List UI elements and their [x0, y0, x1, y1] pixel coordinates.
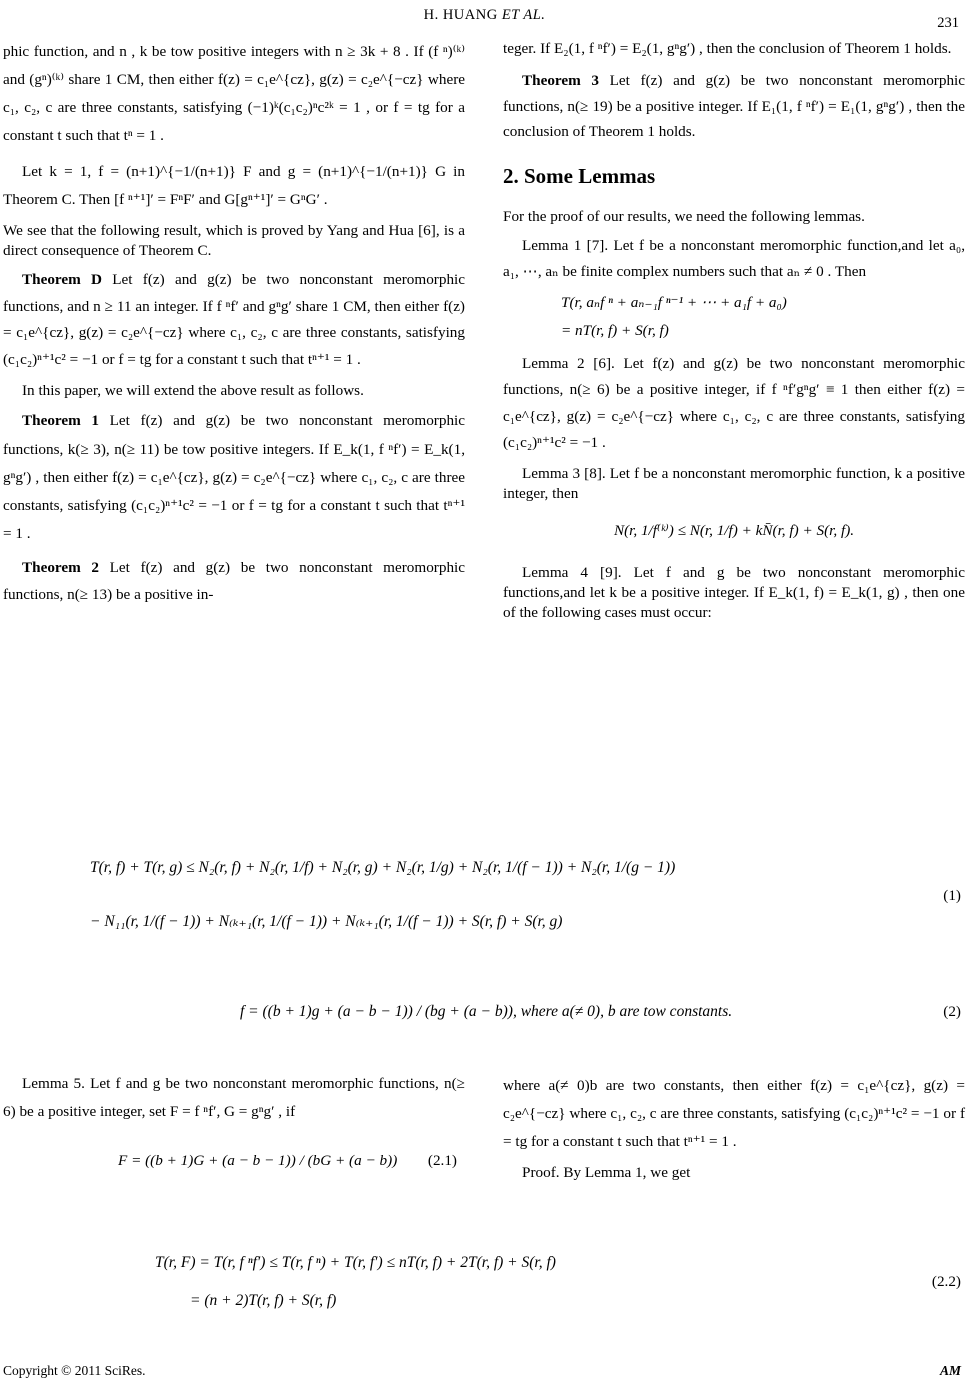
theorem-d-label: Theorem D: [22, 271, 103, 289]
lemma-3: Lemma 3 [8]. Let f be a nonconstant meromorphic function, k a positive integer, then: [503, 464, 965, 502]
equation-2-2-line-2: = (n + 2)T(r, f) + S(r, f): [190, 1292, 337, 1309]
page-number: 231: [937, 15, 959, 31]
theorem-2-text: Let f(z) and g(z) be two nonconstant meromorphic functions, n(≥ 13) be a positive in-: [3, 559, 465, 603]
equation-2-number: (2): [943, 1003, 961, 1020]
running-title: H. HUANG ET AL.: [423, 7, 546, 23]
lemma-4: Lemma 4 [9]. Let f and g be two nonconstant meromorphic functions,and let k be a positive integer. If E_k(1, f) = E_k(1, g) , then one of the following cases must occur:: [503, 564, 965, 621]
equation-2: f = ((b + 1)g + (a − b − 1)) / (bg + (a − b)), where a(≠ 0), b are tow constants.: [240, 1003, 733, 1020]
theorem-2-label: Theorem 2: [22, 559, 100, 576]
left-column: [3, 38, 465, 615]
equation-2-2-line-1: T(r, F) = T(r, f ⁿf′) ≤ T(r, f ⁿ) + T(r, f′) ≤ nT(r, f) + 2T(r, f) + S(r, f): [155, 1254, 556, 1271]
theorem-3: [503, 68, 965, 146]
running-title-italic: ET AL.: [501, 7, 546, 23]
equation-2-1-number: (2.1): [427, 1152, 457, 1170]
equation-1-line-2: − N₁₁(r, 1/(f − 1)) + N₍ₖ₊₁(r, 1/(f − 1)) + N₍ₖ₊₁(r, 1/(f − 1)) + S(r, f) + S(r, g): [90, 913, 563, 930]
equation-1-number: (1): [943, 887, 961, 904]
lemma-1-equation-line-1: T(r, aₙf ⁿ + aₙ₋₁f ⁿ⁻¹ + ⋯ + a₁f + a₀): [561, 294, 787, 312]
lemma-3-equation: N(r, 1/f⁽ᵏ⁾) ≤ N(r, 1/f) + kN̄(r, f) + S(r, f).: [613, 522, 855, 540]
theorem-1: [3, 407, 465, 548]
equation-2-2-number: (2.2): [931, 1273, 961, 1290]
equation-2-1: F = ((b + 1)G + (a − b − 1)) / (bG + (a − b)): [118, 1152, 398, 1170]
lemma-1-equation-line-2: = nT(r, f) + S(r, f): [561, 321, 669, 339]
lemma-1: Lemma 1 [7]. Let f be a nonconstant meromorphic function,and let a₀, a₁, ⋯, aₙ be finite complex numbers such that aₙ ≠ 0 . Then: [503, 237, 965, 281]
theorem-d: [3, 267, 465, 373]
paragraph-extend: In this paper, we will extend the above result as follows.: [22, 381, 364, 399]
right-column-bottom: [503, 1072, 965, 1190]
paragraph-theorem-2-end: teger. If E₂(1, f ⁿf′) = E₂(1, gⁿg′) , then the conclusion of Theorem 1 holds.: [503, 40, 952, 57]
equation-2-1-row: [3, 1133, 465, 1193]
journal-abbrev: AM: [939, 1363, 961, 1378]
theorem-d-text: Let f(z) and g(z) be two nonconstant meromorphic functions, and n ≥ 11 an integer. If f ⁿf′ and gⁿg′ share 1 CM, then either f(z) = c₁e^{cz}, g(z) = c₂e^{−cz} where c₁, c₂, c are three constants, satisfying (c₁c₂)ⁿ⁺¹c² = −1 or f = tg for a constant t such that tⁿ⁺¹ = 1 .: [3, 271, 465, 369]
theorem-1-label: Theorem 1: [22, 412, 100, 430]
theorem-1-text: Let f(z) and g(z) be two nonconstant meromorphic functions, k(≥ 3), n(≥ 11) be tow positive integers. If E_k(1, f ⁿf′) = E_k(1, gⁿg′) , then either f(z) = c₁e^{cz}, g(z) = c₂e^{−cz} where c₁, c₂, c are three constants, satisfying (c₁c₂)ⁿ⁺¹c² = −1 or f = tg for a constant t such that tⁿ⁺¹ = 1 .: [3, 412, 465, 542]
equation-1-line-1: T(r, f) + T(r, g) ≤ N₂(r, f) + N₂(r, 1/f) + N₂(r, g) + N₂(r, 1/g) + N₂(r, 1/(f − 1)) + N₂(r, 1/(g − 1)): [90, 859, 676, 876]
paragraph-let-k: Let k = 1, f = (n+1)^{−1/(n+1)} F and g = (n+1)^{−1/(n+1)} G in Theorem C. Then [f ⁿ⁺¹]′ = FⁿF′ and G[gⁿ⁺¹]′ = GⁿG′ .: [3, 162, 465, 208]
running-header: [0, 4, 969, 31]
theorem-3-text: Let f(z) and g(z) be two nonconstant meromorphic functions, n(≥ 19) be a positive integer. If E₁(1, f ⁿf′) = E₁(1, gⁿg′) , then the conclusion of Theorem 1 holds.: [503, 71, 965, 141]
page-footer: [0, 1362, 969, 1382]
theorem-2: [3, 555, 465, 608]
lemma-2: Lemma 2 [6]. Let f(z) and g(z) be two nonconstant meromorphic functions, n(≥ 6) be a positive integer, if f ⁿf′gⁿg′ ≡ 1 then either f(z) = c₁e^{cz}, g(z) = c₂e^{−cz} where c₁, c₂, c are three constants, satisfying (c₁c₂)ⁿ⁺¹c² = −1 .: [503, 354, 965, 452]
copyright-notice: Copyright © 2011 SciRes.: [3, 1363, 146, 1378]
theorem-3-label: Theorem 3: [522, 71, 600, 89]
lemma-5: Lemma 5. Let f and g be two nonconstant meromorphic functions, n(≥ 6) be a positive integer, set F = f ⁿf′, G = gⁿg′ , if: [3, 1075, 465, 1121]
right-column: [503, 38, 965, 629]
paragraph-lemmas-intro: For the proof of our results, we need the following lemmas.: [503, 207, 865, 225]
paragraph-consequence: We see that the following result, which is proved by Yang and Hua [6], is a direct consequence of Theorem C.: [3, 221, 465, 259]
left-column-bottom: [3, 1070, 465, 1193]
paragraph-theorem-c-end: phic function, and n , k be tow positive integers with n ≥ 3k + 8 . If (f ⁿ)⁽ᵏ⁾ and (gⁿ)⁽ᵏ⁾ share 1 CM, then either f(z) = c₁e^{cz}, g(z) = c₂e^{−cz} where c₁, c₂, c are three constants, satisfying (−1)ᵏ(c₁c₂)ⁿc²ᵏ = 1 , or f = tg for a constant t such that tⁿ = 1 .: [3, 43, 465, 145]
section-title: 2. Some Lemmas: [503, 164, 656, 189]
paragraph-lemma-5-conclusion: where a(≠ 0)b are two constants, then either f(z) = c₁e^{cz}, g(z) = c₂e^{−cz} where c₁, c₂, c are three constants, satisfying (c₁c₂)ⁿ⁺¹c² = −1 or f = tg for a constant t such that tⁿ⁺¹ = 1 .: [503, 1077, 965, 1151]
paragraph-proof: Proof. By Lemma 1, we get: [522, 1164, 691, 1182]
